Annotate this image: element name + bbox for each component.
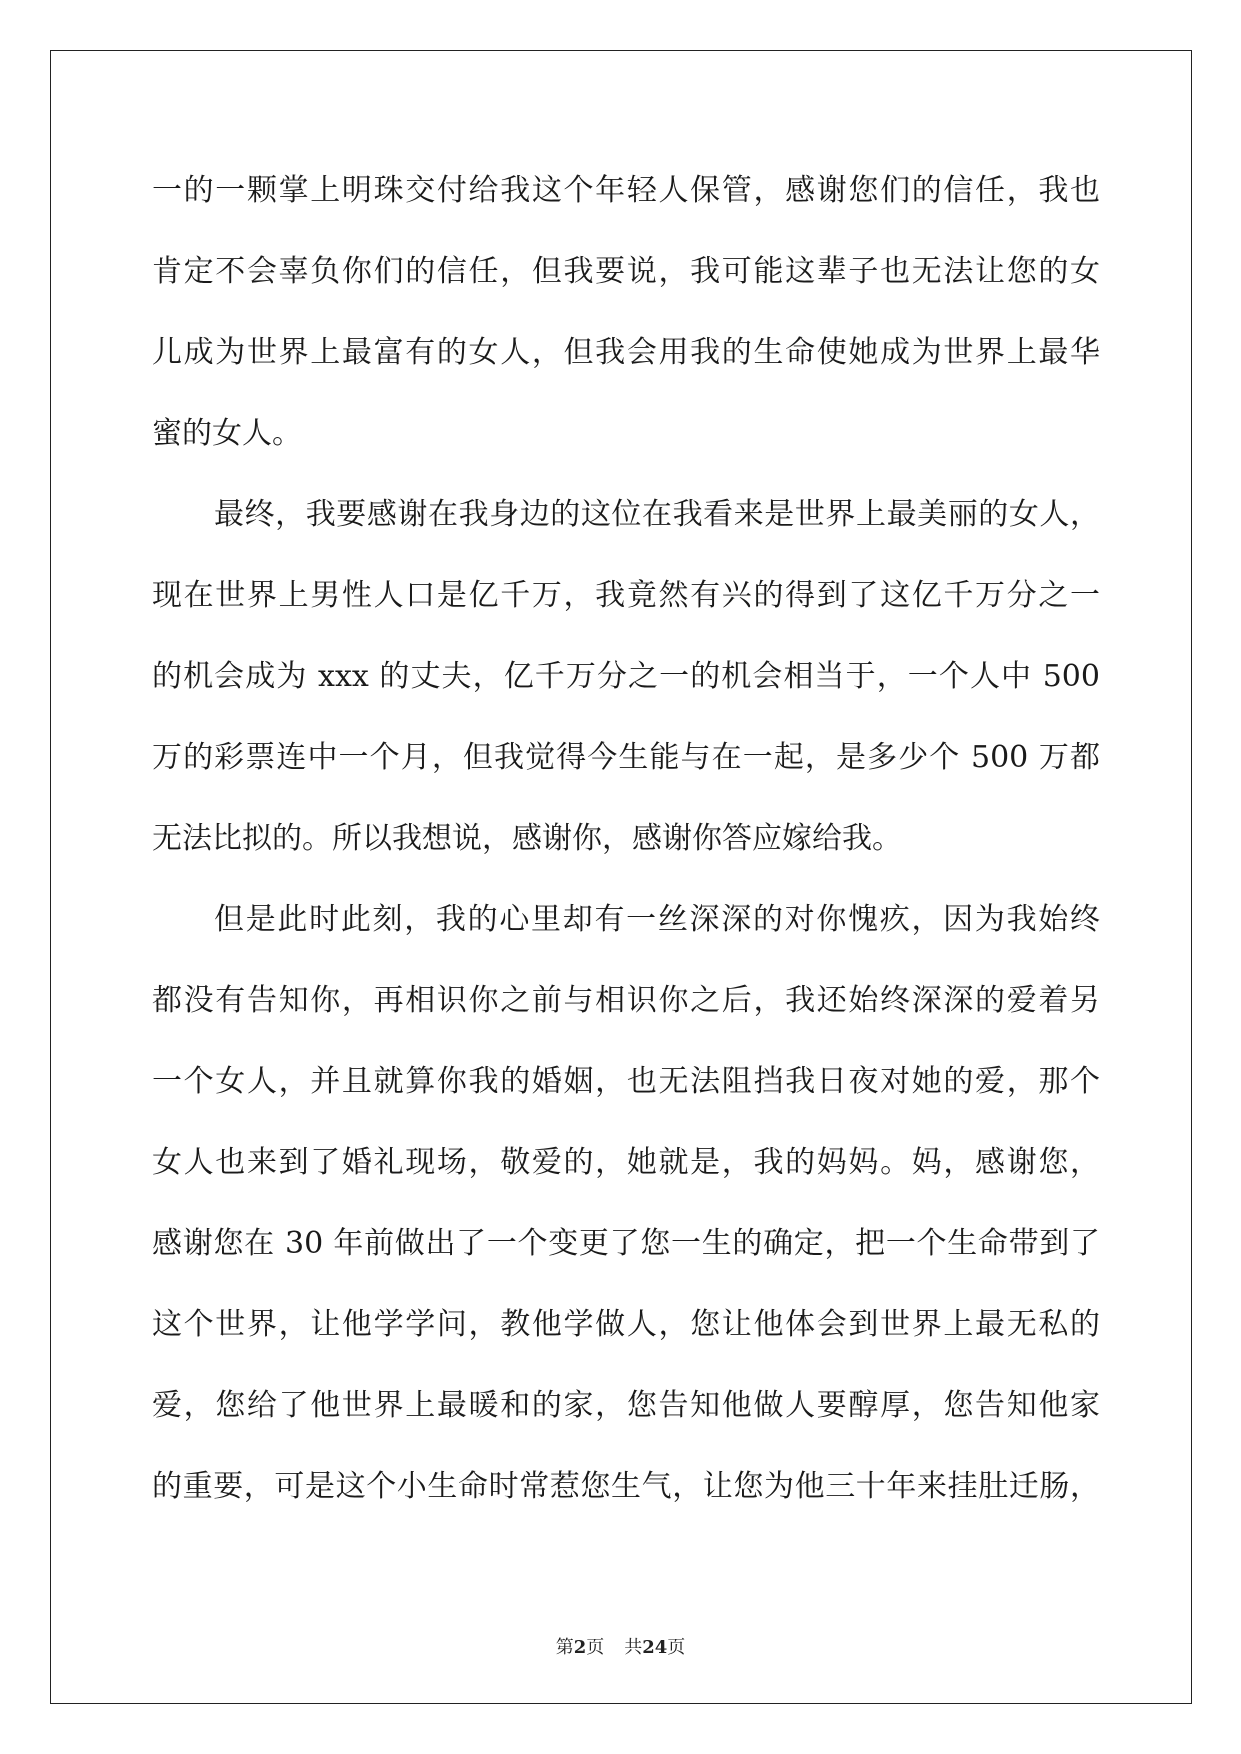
paragraph-start-line: 最终，我要感谢在我身边的这位在我看来是世界上最美丽的女人， bbox=[214, 497, 1100, 532]
page-footer bbox=[0, 1633, 1241, 1659]
document-body bbox=[152, 165, 1100, 1542]
text-line: 这个世界，让他学学问，教他学做人，您让他体会到世界上最无私的 bbox=[152, 1307, 1100, 1342]
text-line: 的重要，可是这个小生命时常惹您生气，让您为他三十年来挂肚迁肠， bbox=[152, 1469, 1100, 1504]
text-line: 感谢您在 30 年前做出了一个变更了您一生的确定，把一个生命带到了 bbox=[152, 1226, 1100, 1261]
current-page-number: 2 bbox=[573, 1637, 587, 1658]
text-line: 爱，您给了他世界上最暖和的家，您告知他做人要醇厚，您告知他家 bbox=[152, 1388, 1100, 1423]
text-line: 无法比拟的。所以我想说，感谢你，感谢你答应嫁给我。 bbox=[152, 821, 902, 856]
text-line: 现在世界上男性人口是亿千万，我竟然有兴的得到了这亿千万分之一 bbox=[152, 578, 1100, 613]
text-line: 的机会成为 xxx 的丈夫，亿千万分之一的机会相当于，一个人中 500 bbox=[152, 659, 1100, 694]
text-line: 一个女人，并且就算你我的婚姻，也无法阻挡我日夜对她的爱，那个 bbox=[152, 1064, 1100, 1099]
footer-total-prefix: 共 bbox=[624, 1637, 643, 1658]
paragraph-start-line: 但是此时此刻，我的心里却有一丝深深的对你愧疚，因为我始终 bbox=[214, 902, 1100, 937]
text-line: 儿成为世界上最富有的女人，但我会用我的生命使她成为世界上最华 bbox=[152, 335, 1100, 370]
footer-total-suffix: 页 bbox=[667, 1637, 686, 1658]
text-line: 肯定不会辜负你们的信任，但我要说，我可能这辈子也无法让您的女 bbox=[152, 254, 1100, 289]
footer-prefix: 第 bbox=[555, 1637, 574, 1658]
text-line: 蜜的女人。 bbox=[152, 416, 302, 451]
text-line: 万的彩票连中一个月，但我觉得今生能与在一起，是多少个 500 万都 bbox=[152, 740, 1100, 775]
footer-page-suffix: 页 bbox=[586, 1637, 605, 1658]
total-pages-number: 24 bbox=[642, 1637, 668, 1658]
text-line: 女人也来到了婚礼现场，敬爱的，她就是，我的妈妈。妈，感谢您， bbox=[152, 1145, 1100, 1180]
text-line: 都没有告知你，再相识你之前与相识你之后，我还始终深深的爱着另 bbox=[152, 983, 1100, 1018]
text-line: 一的一颗掌上明珠交付给我这个年轻人保管，感谢您们的信任，我也 bbox=[152, 173, 1100, 208]
